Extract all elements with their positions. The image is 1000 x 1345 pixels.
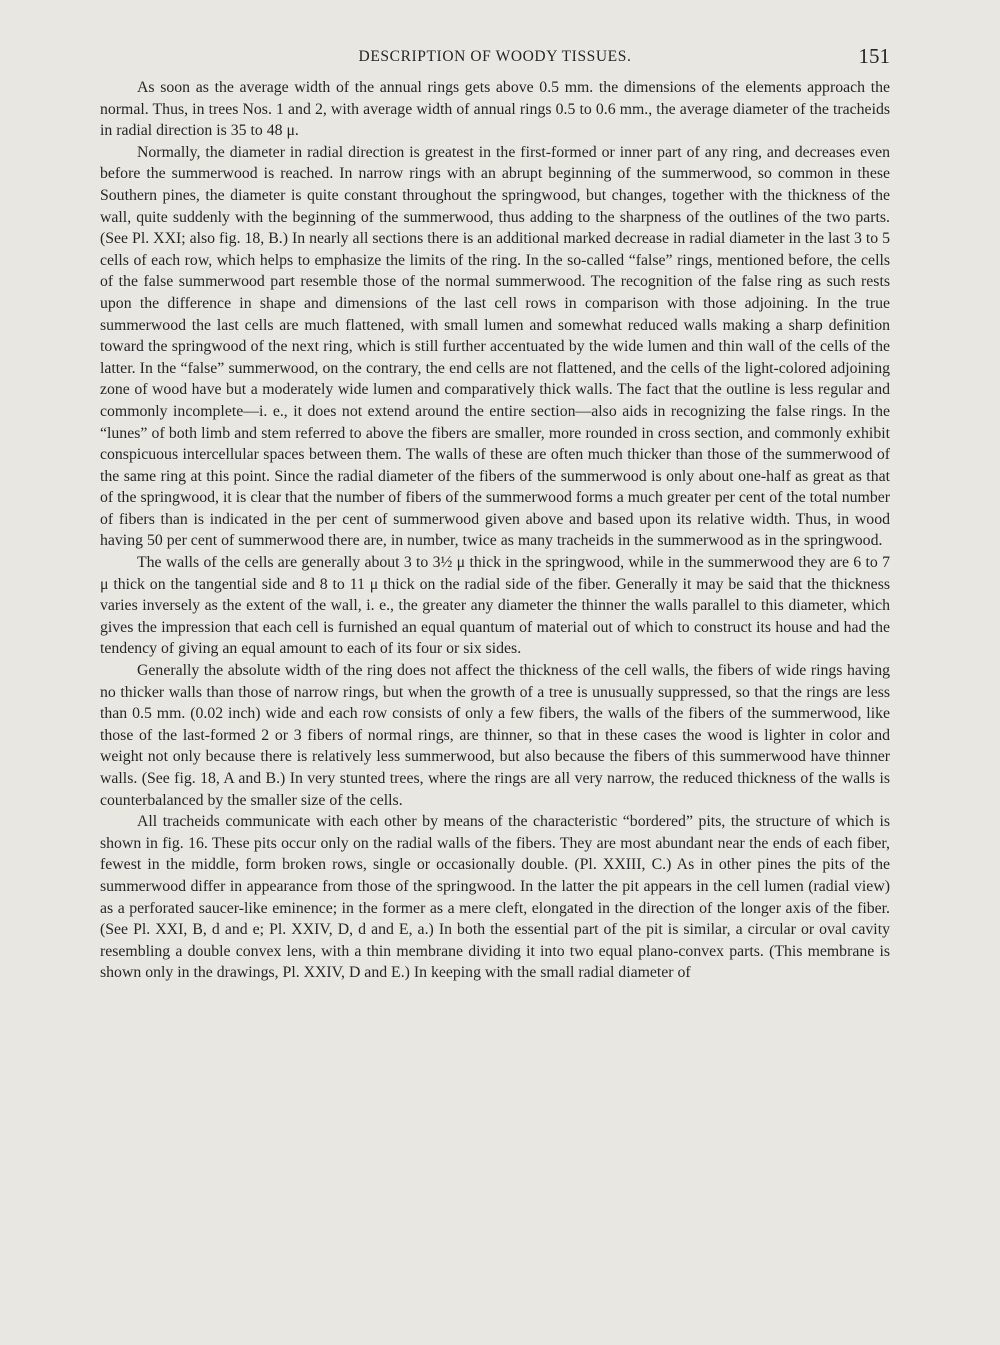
paragraph-ring-width: Generally the absolute width of the ring does not affect the thickness of the cell walls, the fibers of wide rings having no thicker walls than those of narrow rings, but when the growth of a tree is unusually suppressed, so that the rings are less than 0.5 mm. (0.02 inch) wide and each row consists of only a few fibers, the walls of the fibers of the summerwood, like those of the last-formed 2 or 3 fibers of normal rings, are thinner, so that in these cases the wood is lighter in color and weight not only because there is relatively less summerwood, but also because the fibers of this summerwood have thinner walls. (See fig. 18, A and B.) In very stunted trees, where the rings are all very narrow, the reduced thickness of the walls is counterbalanced by the smaller size of the cells. [100,662,890,809]
paragraph-radial-diameter: Normally, the diameter in radial direction is greatest in the first-formed or inner part of any ring, and decreases even before the summerwood is reached. In narrow rings with an abrupt beginning of the summerwood, so common in these Southern pines, the diameter is quite constant throughout the springwood, but changes, together with the thickness of the wall, quite suddenly with the beginning of the summerwood, thus adding to the sharpness of the outlines of the two parts. (See Pl. XXI; also fig. 18, B.) In nearly all sections there is an additional marked decrease in radial diameter in the last 3 to 5 cells of each row, which helps to emphasize the limits of the ring. In the so-called “false” rings, mentioned before, the cells of the false summerwood part resemble those of the normal summerwood. The recognition of the false ring as such rests upon the difference in shape and dimensions of the last cell rows in comparison with those adjoining. In the true summerwood the last cells are much flattened, with small lumen and somewhat reduced walls making a sharp definition toward the springwood of the next ring, which is still further accentuated by the wide lumen and thin wall of the cells of the latter. In the “false” summerwood, on the contrary, the end cells are not flattened, and the cells of the light-colored adjoining zone of wood have but a moderately wide lumen and comparatively thick walls. The fact that the outline is less regular and commonly incomplete—i. e., it does not extend around the entire section—also aids in recognizing the false rings. In the “lunes” of both limb and stem referred to above the fibers are smaller, more rounded in cross section, and commonly exhibit conspicuous intercellular spaces between them. The walls of these are often much thicker than those of the summerwood of the same ring at this point. Since the radial diameter of the fibers of the summerwood is only about one-half as great as that of the springwood, it is clear that the number of fibers of the summerwood forms a much greater per cent of the total number of fibers than is indicated in the per cent of summerwood given above and based upon its relative width. Thus, in wood having 50 per cent of summerwood there are, in number, twice as many tracheids in the summerwood as in the springwood. [100,143,890,550]
paragraph-cell-walls: The walls of the cells are generally about 3 to 3½ μ thick in the springwood, while in the summerwood they are 6 to 7 μ thick on the tangential side and 8 to 11 μ thick on the radial side of the fiber. Generally it may be said that the thickness varies inversely as the extent of the wall, i. e., the greater any diameter the thinner the walls parallel to this diameter, which gives the impression that each cell is furnished an equal quantum of material out of which to construct its house and had the tendency of giving an equal amount to each of its four or six sides. [100,554,890,658]
body-text [100,77,890,984]
running-head [100,44,890,70]
paragraph-average-width: As soon as the average width of the annual rings gets above 0.5 mm. the dimensions of the elements approach the normal. Thus, in trees Nos. 1 and 2, with average width of annual rings 0.5 to 0.6 mm., the average diameter of the tracheids in radial direction is 35 to 48 μ. [100,79,890,140]
page-number: 151 [858,44,890,68]
paragraph-bordered-pits: All tracheids communicate with each other by means of the characteristic “bordered” pits, the structure of which is shown in fig. 16. These pits occur only on the radial walls of the fibers. They are most abundant near the ends of each fiber, fewest in the middle, form broken rows, single or occasionally double. (Pl. XXIII, C.) As in other pines the pits of the summerwood differ in appearance from those of the springwood. In the latter the pit appears in the cell lumen (radial view) as a perforated saucer-like eminence; in the former as a mere cleft, elongated in the direction of the longer axis of the fiber. (See Pl. XXI, B, d and e; Pl. XXIV, D, d and E, a.) In both the essential part of the pit is similar, a circular or oval cavity resembling a double convex lens, with a thin membrane dividing it into two equal plano-convex parts. (This membrane is shown only in the drawings, Pl. XXIV, D and E.) In keeping with the small radial diameter of [100,813,890,982]
running-title: DESCRIPTION OF WOODY TISSUES. [358,48,632,65]
